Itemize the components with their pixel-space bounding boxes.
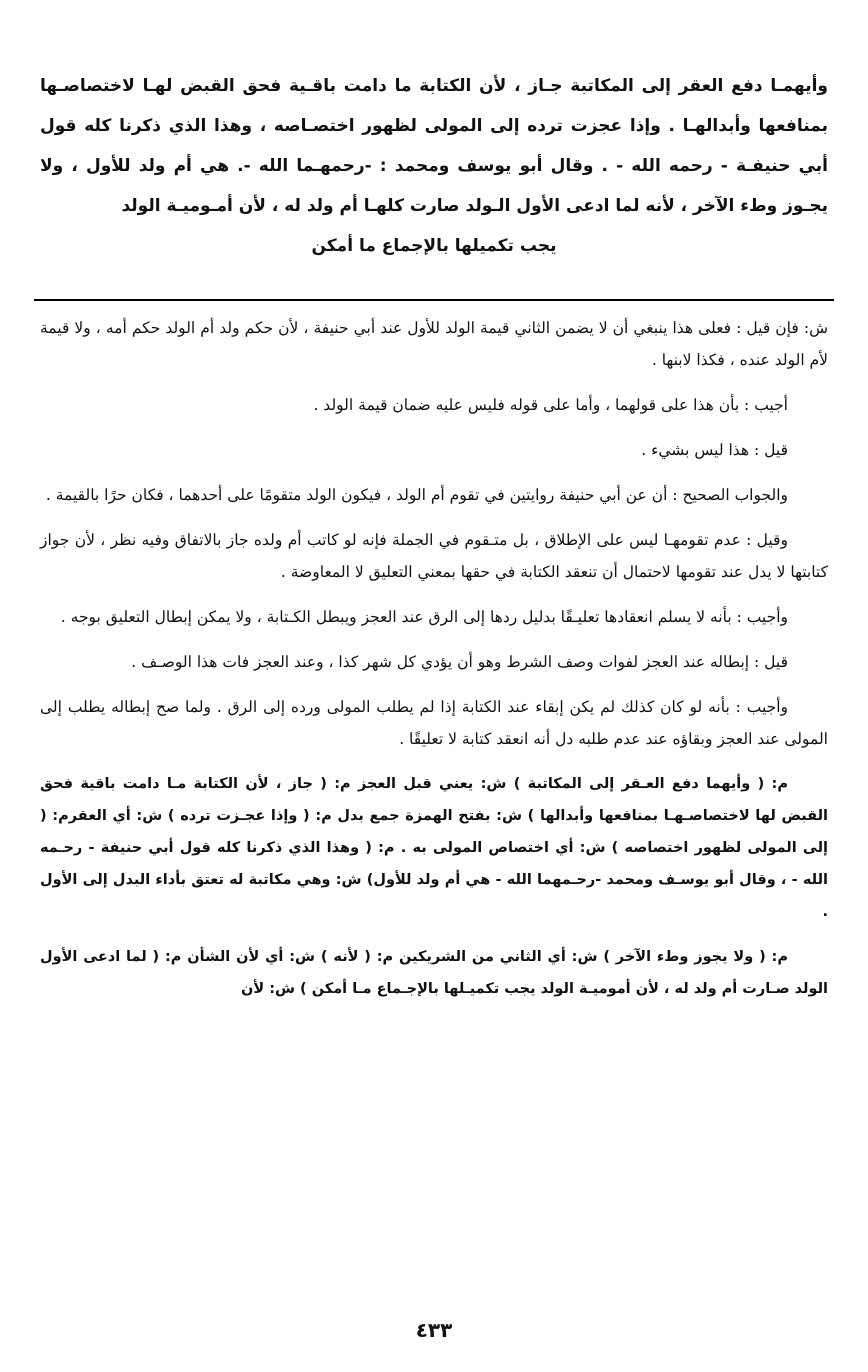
sharh-paragraph: أجيب : بأن هذا على قولهما ، وأما على قوله فليس عليه ضمان قيمة الولد . [313,396,788,414]
sharh-paragraph: قيل : هذا ليس بشيء . [641,441,788,459]
sharh-paragraph: ش: فإن قيل : فعلى هذا ينبغي أن لا يضمن الثاني قيمة الولد للأول عند أبي حنيفة ، لأن حكم ولد أم الولد حكم أمه ، ولا قيمة لأم الولد عنده ، فكذا لابنها . [40,319,828,369]
sharh-paragraph: م: ( وأيهما دفع العـقر إلى المكاتبة ) ش: يعني قبل العجز م: ( جاز ، لأن الكتابة مـا دامت باقية فحق القبض لها لاختصاصـهـا بمنافعها وأبدالها ) ش: بفتح الهمزة جمع بدل م: ( وإذا عجـزت ترده ) ش: أي العقرم: ( إلى المولى لظهور اختصاصه ) ش: أي اختصاص المولى به . م: ( وهذا الذي ذكرنا كله قول أبي حنيفة - رحـمه الله - ، وقال أبو يوسـف ومحمد -رحـمهما الله - هي أم ولد للأول) ش: وهي مكاتبة له تعتق بأداء البدل إلى الأول . [40,776,828,920]
matn-text: وأيهمـا دفع العقر إلى المكاتبة جـاز ، لأن الكتابة ما دامت باقـية فحق القبض لهـا لاختصاصـها بمنافعها وأبدالهـا . وإذا عجزت ترده إلى المولى لظهور اختصـاصه ، وهذا الذي ذكرنا كله قول أبي حنيفـة - رحمه الله - . وقال أبو يوسف ومحمد : -رحمهـما الله -. هي أم ولد للأول ، ولا يجـوز وطء الآخر ، لأنه لما ادعى الأول الـولد صارت كلهـا أم ولد له ، لأن أمـوميـة الولد [40,76,828,216]
page-number: ٤٣٣ [415,1318,453,1342]
sharh-paragraph: م: ( ولا يجوز وطء الآخر ) ش: أي الثاني من الشريكين م: ( لأنه ) ش: أي لأن الشأن م: ( لما ادعى الأول الولد صـارت أم ولد له ، لأن أموميـة الولد يجب تكميـلها بالإجـماع مـا أمكن ) ش: لأن [40,949,828,997]
matn-text-block [40,66,828,266]
sharh-paragraph: قيل : إبطاله عند العجز لفوات وصف الشرط وهو أن يؤدي كل شهر كذا ، وعند العجز فات هذا الوصـف . [131,653,788,671]
sharh-commentary [40,312,828,1018]
sharh-paragraph: وقيل : عدم تقومهـا ليس على الإطلاق ، بل متـقوم في الجملة فإنه لو كاتب أم ولده جاز بالاتفاق وفيه نظر ، لأن جواز كتابتها لا يدل عند تقومها لاحتمال أن تنعقد الكتابة في حقها بمعني التعليق لا المعاوضة . [40,531,828,581]
sharh-paragraph: وأجيب : بأنه لو كان كذلك لم يكن إبقاء عند الكتابة إذا لم يطلب المولى ورده إلى الرق . ولما صح إبطاله يطلب إلى المولى عند العجز وبقاؤه عند عدم طلبه دل أنه انعقد كتابة لا تعليقًا . [40,698,828,748]
sharh-paragraph: والجواب الصحيح : أن عن أبي حنيفة روايتين في تقوم أم الولد ، فيكون الولد متقومًا على أحدهما ، فكان حرًا بالقيمة . [45,486,788,504]
separator-line [34,299,834,301]
matn-last-line: يجب تكميلها بالإجماع ما أمكن [311,236,557,256]
sharh-paragraph: وأجيب : بأنه لا يسلم انعقادها تعليـقًا بدليل ردها إلى الرق عند العجز ويبطل الكـتابة ، ولا يمكن إبطال التعليق بوجه . [60,608,788,626]
